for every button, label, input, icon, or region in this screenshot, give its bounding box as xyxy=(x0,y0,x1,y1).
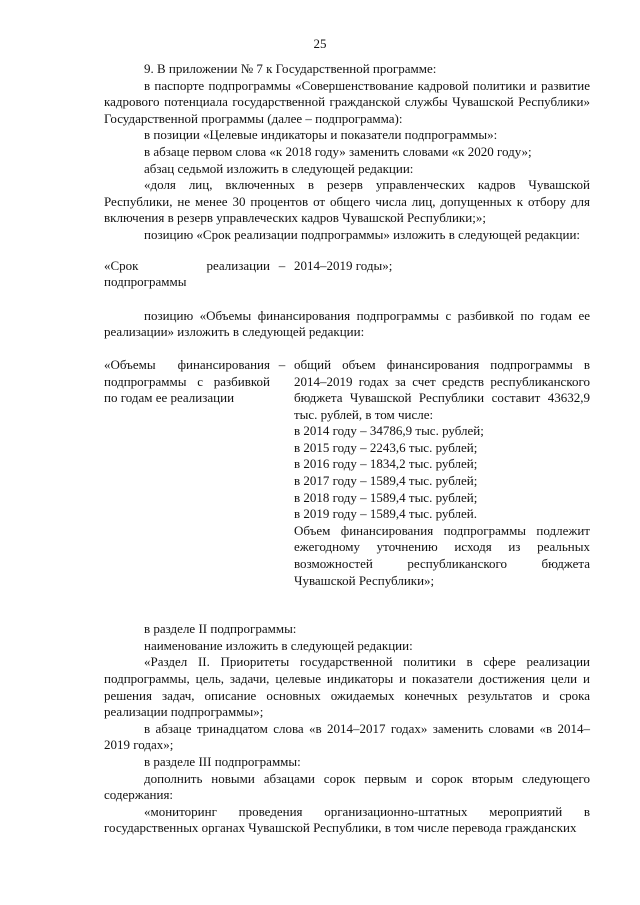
funding-intro: общий объем финансирования подпрограммы в 2014–2019 годах за счет средств республиканского бюджета Чувашской Республики составит 43632,9 тыс. рублей, в том числе: xyxy=(294,356,590,422)
term-dash: – xyxy=(278,257,286,273)
paragraph: позицию «Объемы финансирования подпрограммы с разбивкой по годам ее реализации» изложить в следующей редакции: xyxy=(104,307,590,340)
funding-dash: – xyxy=(278,356,286,372)
paragraph: в разделе III подпрограммы: xyxy=(144,753,301,769)
page-number: 25 xyxy=(313,36,327,51)
paragraph: наименование изложить в следующей редакции: xyxy=(144,637,413,653)
funding-year-line: в 2014 году – 34786,9 тыс. рублей; xyxy=(294,423,484,439)
paragraph: в позиции «Целевые индикаторы и показатели подпрограммы»: xyxy=(144,127,498,143)
document-body xyxy=(104,61,590,837)
funding-position xyxy=(104,357,590,589)
paragraph: «доля лиц, включенных в резерв управленческих кадров Чувашской Республики, не менее 30 процентов от общего числа лиц, допущенных к отбору для включения в резерв управлеческих кадров Чувашской Республики;»; xyxy=(104,177,590,226)
funding-outro: Объем финансирования подпрограммы подлежит ежегодному уточнению исходя из реальных возможностей республиканского бюджета Чувашской Республики»; xyxy=(294,522,590,588)
spacer xyxy=(104,589,590,621)
paragraph: дополнить новыми абзацами сорок первым и сорок вторым следующего содержания: xyxy=(104,770,590,803)
paragraph: в разделе II подпрограммы: xyxy=(144,621,297,637)
funding-year-line: в 2018 году – 1589,4 тыс. рублей; xyxy=(294,489,478,505)
funding-label: «Объемы финансирования подпрограммы с разбивкой по годам ее реализации xyxy=(104,356,270,406)
funding-value xyxy=(294,357,590,589)
spacer xyxy=(104,341,590,357)
paragraph: в абзаце первом слова «к 2018 году» заменить словами «к 2020 году»; xyxy=(144,143,532,159)
paragraph: позицию «Срок реализации подпрограммы» изложить в следующей редакции: xyxy=(144,226,581,242)
paragraph: в паспорте подпрограммы «Совершенствование кадровой политики и развитие кадрового потенциала государственной гражданской службы Чувашской Республики» Государственной программы (далее – подпрограмма): xyxy=(104,77,590,126)
paragraph: 9. В приложении № 7 к Государственной программе: xyxy=(144,61,437,76)
spacer xyxy=(104,291,590,308)
paragraph: в абзаце тринадцатом слова «в 2014–2017 годах» заменить словами «в 2014–2019 годах»; xyxy=(104,720,590,753)
spacer xyxy=(104,244,590,258)
funding-year-line: в 2017 году – 1589,4 тыс. рублей; xyxy=(294,473,478,489)
term-position xyxy=(104,258,590,291)
term-label: «Срок реализации подпрограммы xyxy=(104,257,270,290)
paragraph: «мониторинг проведения организационно-штатных мероприятий в государственных органах Чувашской Республики, в том числе перевода гражданских xyxy=(104,803,590,836)
paragraph: «Раздел II. Приоритеты государственной политики в сфере реализации подпрограммы, цель, задачи, целевые индикаторы и показатели достижения цели и решения задач, описание основных ожидаемых конечных результатов и срока реализации подпрограммы»; xyxy=(104,654,590,720)
paragraph: абзац седьмой изложить в следующей редакции: xyxy=(144,160,414,176)
funding-year-line: в 2016 году – 1834,2 тыс. рублей; xyxy=(294,456,478,472)
funding-year-line: в 2019 году – 1589,4 тыс. рублей. xyxy=(294,506,477,522)
funding-year-line: в 2015 году – 2243,6 тыс. рублей; xyxy=(294,439,478,455)
term-value: 2014–2019 годы»; xyxy=(294,257,393,273)
